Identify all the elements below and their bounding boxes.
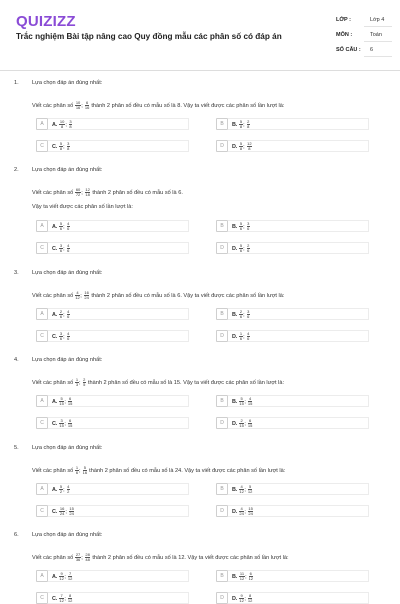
fraction (84, 291, 89, 300)
fraction (59, 594, 63, 603)
question-prompt: Lựa chọn đáp án đúng nhất: (32, 357, 103, 363)
option-letter-box[interactable]: C (36, 505, 48, 517)
question-prompt: Lựa chọn đáp án đúng nhất: (32, 532, 103, 538)
fraction (239, 142, 242, 151)
fraction (248, 507, 253, 516)
numerator: 8 (68, 593, 72, 598)
fraction (85, 188, 90, 197)
numerator: 4 (67, 484, 70, 489)
denominator: 15 (59, 401, 64, 407)
question-text: Viết các phân số $\frac{4}{12}$ ; $\frac{16}{24}$ thành 2 phân số đều có mẫu số là 6. Vậy ta viết được các phân số lần lượt là: (32, 290, 285, 301)
numerator: 15 (69, 506, 74, 511)
fraction (83, 466, 87, 475)
denominator: 12 (59, 598, 64, 604)
numerator: 2 (240, 418, 243, 423)
numerator: 5 (59, 141, 63, 146)
fraction (69, 507, 74, 516)
denominator: 24 (69, 511, 74, 517)
option-label: B. $\frac{5}{6}$ ; $\frac{3}{6}$ (232, 221, 250, 232)
numerator: 12 (247, 141, 252, 146)
numerator: 1 (75, 465, 79, 470)
fraction (67, 332, 70, 341)
denominator: 6 (67, 248, 70, 254)
denominator: 18 (85, 192, 90, 198)
option-label: D. $\frac{1}{6}$ ; $\frac{4}{6}$ (232, 331, 250, 342)
option-letter-box[interactable]: D (216, 417, 228, 429)
meta-underline (364, 56, 392, 57)
denominator: 8 (239, 146, 243, 152)
denominator: 12 (239, 576, 245, 582)
fraction (239, 332, 242, 341)
option-letter: A. (52, 122, 58, 129)
numerator: 5 (239, 141, 243, 146)
denominator: 8 (239, 124, 243, 130)
denominator: 12 (239, 489, 244, 495)
option-label: D. $\frac{2}{15}$ ; $\frac{6}{15}$ (232, 418, 253, 429)
numerator: 1 (239, 331, 243, 336)
denominator: 15 (239, 401, 244, 407)
denominator: 6 (67, 336, 70, 342)
numerator: 3 (67, 141, 70, 146)
denominator: 6 (239, 248, 243, 254)
worksheet-title: Trắc nghiệm Bài tập nâng cao Quy đồng mẫu các phân số có đáp án (16, 32, 282, 41)
option-letter: D. (232, 246, 238, 253)
fraction (75, 188, 80, 197)
numerator: 8 (248, 593, 252, 598)
fraction (247, 332, 250, 341)
fraction (239, 572, 244, 581)
numerator: 6 (68, 396, 72, 401)
numerator: 4 (240, 484, 243, 489)
denominator: 12 (247, 598, 253, 604)
option-letter-box[interactable]: A (36, 570, 48, 582)
option-letter-box[interactable]: A (36, 118, 48, 130)
denominator: 6 (247, 248, 250, 254)
numerator: 1 (75, 377, 79, 382)
numerator: 5 (83, 465, 86, 470)
numerator: 6 (68, 418, 72, 423)
option-letter: B. (232, 487, 238, 494)
question-number: 1. (14, 80, 19, 86)
option-letter: A. (52, 487, 58, 494)
option-letter-box[interactable]: A (36, 220, 48, 232)
option-label: D. $\frac{5}{8}$ ; $\frac{12}{8}$ (232, 141, 252, 152)
option-letter: D. (232, 334, 238, 341)
meta-underline (364, 41, 392, 42)
fraction (239, 594, 243, 603)
option-letter: D. (232, 596, 238, 603)
fraction (59, 142, 62, 151)
denominator: 24 (239, 511, 244, 517)
numerator: 3 (59, 331, 63, 336)
denominator: 24 (59, 511, 65, 517)
numerator: 4 (67, 221, 70, 226)
meta-label: SỐ CÂU : (336, 47, 361, 53)
denominator: 6 (59, 336, 63, 342)
numerator: 6 (248, 418, 252, 423)
numerator: 2 (83, 377, 86, 382)
question-number: 2. (14, 167, 19, 173)
option-label: A. $\frac{5}{15}$ ; $\frac{6}{15}$ (52, 396, 73, 407)
option-letter: A. (52, 574, 58, 581)
question-prompt: Lựa chọn đáp án đúng nhất: (32, 270, 103, 276)
denominator: 5 (83, 382, 86, 388)
fraction (68, 397, 72, 406)
option-letter-box[interactable]: B (216, 220, 228, 232)
option-letter: D. (232, 144, 238, 151)
option-letter-box[interactable]: D (216, 592, 228, 604)
option-letter: D. (232, 421, 238, 428)
numerator: 4 (248, 396, 252, 401)
numerator: 5 (240, 396, 243, 401)
fraction (59, 419, 63, 428)
numerator: 4 (76, 290, 79, 295)
numerator: 10 (59, 119, 65, 124)
denominator: 15 (239, 423, 244, 429)
denominator: 6 (67, 226, 70, 232)
option-letter: B. (232, 312, 238, 319)
denominator: 6 (247, 314, 250, 320)
denominator: 6 (67, 314, 70, 320)
denominator: 2 (67, 489, 70, 495)
denominator: 8 (59, 146, 63, 152)
question-number: 3. (14, 270, 19, 276)
fraction (248, 594, 252, 603)
meta-label: MÔN : (336, 32, 353, 38)
numerator: 9 (240, 593, 243, 598)
question-extra-text: Vậy ta viết được các phân số lần lượt là: (32, 204, 133, 210)
numerator: 3 (247, 221, 250, 226)
numerator: 15 (248, 506, 253, 511)
option-letter: C. (52, 596, 58, 603)
fraction (75, 553, 80, 562)
numerator: 4 (67, 243, 70, 248)
option-letter: A. (52, 399, 58, 406)
fraction (59, 120, 64, 129)
fraction (67, 244, 70, 253)
numerator: 5 (239, 221, 243, 226)
denominator: 15 (59, 423, 64, 429)
denominator: 12 (59, 576, 64, 582)
option-letter: C. (52, 246, 58, 253)
denominator: 6 (59, 248, 63, 254)
fraction (83, 378, 86, 387)
option-letter-box[interactable]: C (36, 417, 48, 429)
fraction (247, 310, 250, 319)
denominator: 36 (75, 557, 81, 563)
option-label: C. $\frac{3}{15}$ ; $\frac{6}{15}$ (52, 418, 73, 429)
fraction (239, 485, 243, 494)
option-letter-box[interactable]: B (216, 395, 228, 407)
denominator: 12 (75, 295, 80, 301)
option-letter: B. (232, 574, 238, 581)
denominator: 6 (247, 226, 250, 232)
option-label: C. $\frac{3}{6}$ ; $\frac{4}{6}$ (52, 243, 70, 254)
denominator: 8 (248, 146, 251, 152)
fraction (249, 572, 253, 581)
fraction (239, 120, 242, 129)
fraction (59, 332, 62, 341)
option-letter: C. (52, 421, 58, 428)
numerator: 5 (239, 243, 243, 248)
option-label: C. $\frac{5}{8}$ ; $\frac{3}{8}$ (52, 141, 70, 152)
option-letter: A. (52, 312, 58, 319)
option-letter: C. (52, 144, 58, 151)
fraction (239, 507, 243, 516)
option-letter-box[interactable]: D (216, 505, 228, 517)
numerator: 28 (85, 552, 90, 557)
option-label: D. $\frac{4}{24}$ ; $\frac{15}{24}$ (232, 506, 253, 517)
fraction (239, 397, 243, 406)
numerator: 7 (60, 593, 63, 598)
fraction (247, 142, 252, 151)
denominator: 16 (84, 105, 90, 111)
fraction (67, 310, 70, 319)
numerator: 4 (247, 331, 250, 336)
option-label: A. $\frac{10}{8}$ ; $\frac{3}{8}$ (52, 119, 72, 130)
numerator: 2 (247, 119, 250, 124)
denominator: 3 (75, 382, 79, 388)
denominator: 6 (247, 336, 250, 342)
fraction (68, 594, 72, 603)
fraction (59, 507, 64, 516)
fraction (248, 397, 252, 406)
option-label: C. $\frac{3}{6}$ ; $\frac{4}{6}$ (52, 331, 70, 342)
fraction (85, 101, 89, 110)
fraction (68, 419, 72, 428)
option-letter: A. (52, 224, 58, 231)
option-label: B. $\frac{2}{6}$ ; $\frac{3}{6}$ (232, 309, 250, 320)
denominator: 6 (239, 314, 243, 320)
numerator: 60 (75, 187, 81, 192)
numerator: 4 (67, 331, 70, 336)
denominator: 8 (67, 146, 70, 152)
option-letter-box[interactable]: A (36, 395, 48, 407)
fraction (75, 101, 80, 110)
denominator: 6 (59, 314, 63, 320)
denominator: 12 (247, 489, 253, 495)
option-label: A. $\frac{9}{12}$ ; $\frac{7}{12}$ (52, 571, 73, 582)
numerator: 27 (75, 552, 81, 557)
header-divider (0, 70, 400, 71)
option-label: A. $\frac{5}{2}$ ; $\frac{4}{2}$ (52, 484, 70, 495)
meta-label: LỚP : (336, 17, 351, 23)
meta-value: 6 (370, 47, 374, 53)
numerator: 9 (60, 571, 63, 576)
denominator: 24 (84, 295, 89, 301)
numerator: 3 (247, 309, 250, 314)
option-label: D. $\frac{5}{6}$ ; $\frac{2}{6}$ (232, 243, 250, 254)
option-label: B. $\frac{5}{8}$ ; $\frac{2}{8}$ (232, 119, 250, 130)
option-letter-box[interactable]: C (36, 330, 48, 342)
numerator: 6 (249, 571, 252, 576)
denominator: 8 (247, 124, 250, 130)
question-prompt: Lựa chọn đáp án đúng nhất: (32, 167, 103, 173)
fraction (59, 310, 62, 319)
fraction (248, 485, 252, 494)
option-letter: B. (232, 122, 238, 129)
fraction (59, 485, 62, 494)
option-letter-box[interactable]: D (216, 140, 228, 152)
option-letter: B. (232, 224, 238, 231)
fraction (239, 244, 242, 253)
option-label: D. $\frac{9}{12}$ ; $\frac{8}{12}$ (232, 593, 253, 604)
question-number: 4. (14, 357, 19, 363)
question-number: 6. (14, 532, 19, 538)
numerator: 16 (84, 290, 89, 295)
denominator: 2 (59, 489, 63, 495)
option-letter-box[interactable]: D (216, 330, 228, 342)
numerator: 4 (67, 309, 70, 314)
option-letter-box[interactable]: C (36, 140, 48, 152)
denominator: 8 (69, 124, 72, 130)
question-text: Viết các phân số $\frac{1}{3}$ ; $\frac{2}{5}$ thành 2 phân số đều có mẫu số là 15. Vậy ta viết được các phân số lần lượt là: (32, 377, 285, 388)
fraction (59, 222, 62, 231)
numerator: 3 (60, 418, 63, 423)
denominator: 8 (61, 124, 64, 130)
quizizz-logo: QUIZIZZ (16, 13, 76, 30)
fraction (85, 553, 90, 562)
meta-value: Toán (370, 32, 382, 38)
numerator: 5 (59, 484, 63, 489)
numerator: 5 (248, 484, 252, 489)
option-letter-box[interactable]: C (36, 592, 48, 604)
option-letter-box[interactable]: B (216, 118, 228, 130)
fraction (239, 419, 243, 428)
denominator: 15 (247, 423, 253, 429)
fraction (69, 120, 72, 129)
option-label: B. $\frac{5}{15}$ ; $\frac{4}{15}$ (232, 396, 253, 407)
option-letter: D. (232, 509, 238, 516)
denominator: 15 (247, 401, 253, 407)
option-letter-box[interactable]: B (216, 308, 228, 320)
option-label: B. $\frac{4}{12}$ ; $\frac{5}{12}$ (232, 484, 253, 495)
question-number: 5. (14, 445, 19, 451)
numerator: 3 (59, 243, 63, 248)
numerator: 5 (60, 396, 63, 401)
fraction (67, 142, 70, 151)
question-prompt: Lựa chọn đáp án đúng nhất: (32, 445, 103, 451)
denominator: 16 (75, 105, 81, 111)
denominator: 6 (239, 226, 243, 232)
question-text: Viết các phân số $\frac{10}{16}$ ; $\frac{6}{16}$ thành 2 phân số đều có mẫu số là 8. Vậy ta viết được các phân số lần lượt là: (32, 100, 285, 111)
numerator: 6 (85, 100, 89, 105)
numerator: 5 (239, 119, 243, 124)
numerator: 7 (68, 571, 72, 576)
option-letter: C. (52, 509, 58, 516)
fraction (75, 378, 78, 387)
numerator: 2 (59, 309, 63, 314)
option-letter-box[interactable]: D (216, 242, 228, 254)
worksheet-header (0, 0, 400, 68)
numerator: 10 (75, 100, 81, 105)
option-letter-box[interactable]: A (36, 483, 48, 495)
denominator: 12 (248, 576, 254, 582)
denominator: 48 (85, 557, 90, 563)
denominator: 12 (67, 576, 73, 582)
numerator: 2 (239, 309, 243, 314)
numerator: 12 (85, 187, 90, 192)
question-prompt: Lựa chọn đáp án đúng nhất: (32, 80, 103, 86)
fraction (239, 310, 242, 319)
fraction (247, 244, 250, 253)
fraction (247, 120, 250, 129)
option-label: A. $\frac{5}{6}$ ; $\frac{4}{6}$ (52, 221, 70, 232)
denominator: 15 (67, 423, 73, 429)
question-text: Viết các phân số $\frac{27}{36}$ ; $\frac{28}{48}$ thành 2 phân số đều có mẫu số là 12. Vậy ta viết được các phân số lần lượt là: (32, 552, 289, 563)
fraction (248, 419, 252, 428)
denominator: 24 (248, 511, 253, 517)
denominator: 16 (82, 470, 88, 476)
denominator: 6 (59, 226, 63, 232)
fraction (59, 397, 63, 406)
fraction (59, 244, 62, 253)
option-letter: C. (52, 334, 58, 341)
option-letter: B. (232, 399, 238, 406)
numerator: 11 (239, 571, 245, 576)
option-letter-box[interactable]: A (36, 308, 48, 320)
option-label: C. $\frac{16}{24}$ ; $\frac{15}{24}$ (52, 506, 74, 517)
fraction (239, 222, 242, 231)
numerator: 5 (59, 221, 63, 226)
denominator: 6 (75, 470, 79, 476)
fraction (75, 291, 79, 300)
numerator: 3 (69, 119, 72, 124)
option-letter-box[interactable]: C (36, 242, 48, 254)
meta-underline (364, 26, 392, 27)
option-label: C. $\frac{7}{12}$ ; $\frac{8}{12}$ (52, 593, 73, 604)
option-letter-box[interactable]: B (216, 483, 228, 495)
denominator: 12 (239, 598, 244, 604)
fraction (75, 466, 78, 475)
numerator: 2 (247, 243, 250, 248)
denominator: 12 (67, 598, 73, 604)
denominator: 6 (239, 336, 243, 342)
question-text: Viết các phân số $\frac{60}{72}$ ; $\frac{12}{18}$ thành 2 phân số đều có mẫu số là 6. (32, 187, 183, 198)
fraction (67, 485, 70, 494)
fraction (67, 222, 70, 231)
numerator: 16 (59, 506, 65, 511)
denominator: 15 (67, 401, 73, 407)
option-label: A. $\frac{2}{6}$ ; $\frac{4}{6}$ (52, 309, 70, 320)
meta-value: Lớp 4 (370, 17, 385, 23)
fraction (68, 572, 72, 581)
question-text: Viết các phân số $\frac{1}{6}$ ; $\frac{5}{16}$ thành 2 phân số đều có mẫu số là 24. Vậy ta viết được các phân số lần lượt là: (32, 465, 286, 476)
numerator: 4 (240, 506, 243, 511)
option-letter-box[interactable]: B (216, 570, 228, 582)
denominator: 72 (75, 192, 81, 198)
fraction (247, 222, 250, 231)
fraction (59, 572, 63, 581)
option-label: B. $\frac{11}{12}$ ; $\frac{6}{12}$ (232, 571, 254, 582)
